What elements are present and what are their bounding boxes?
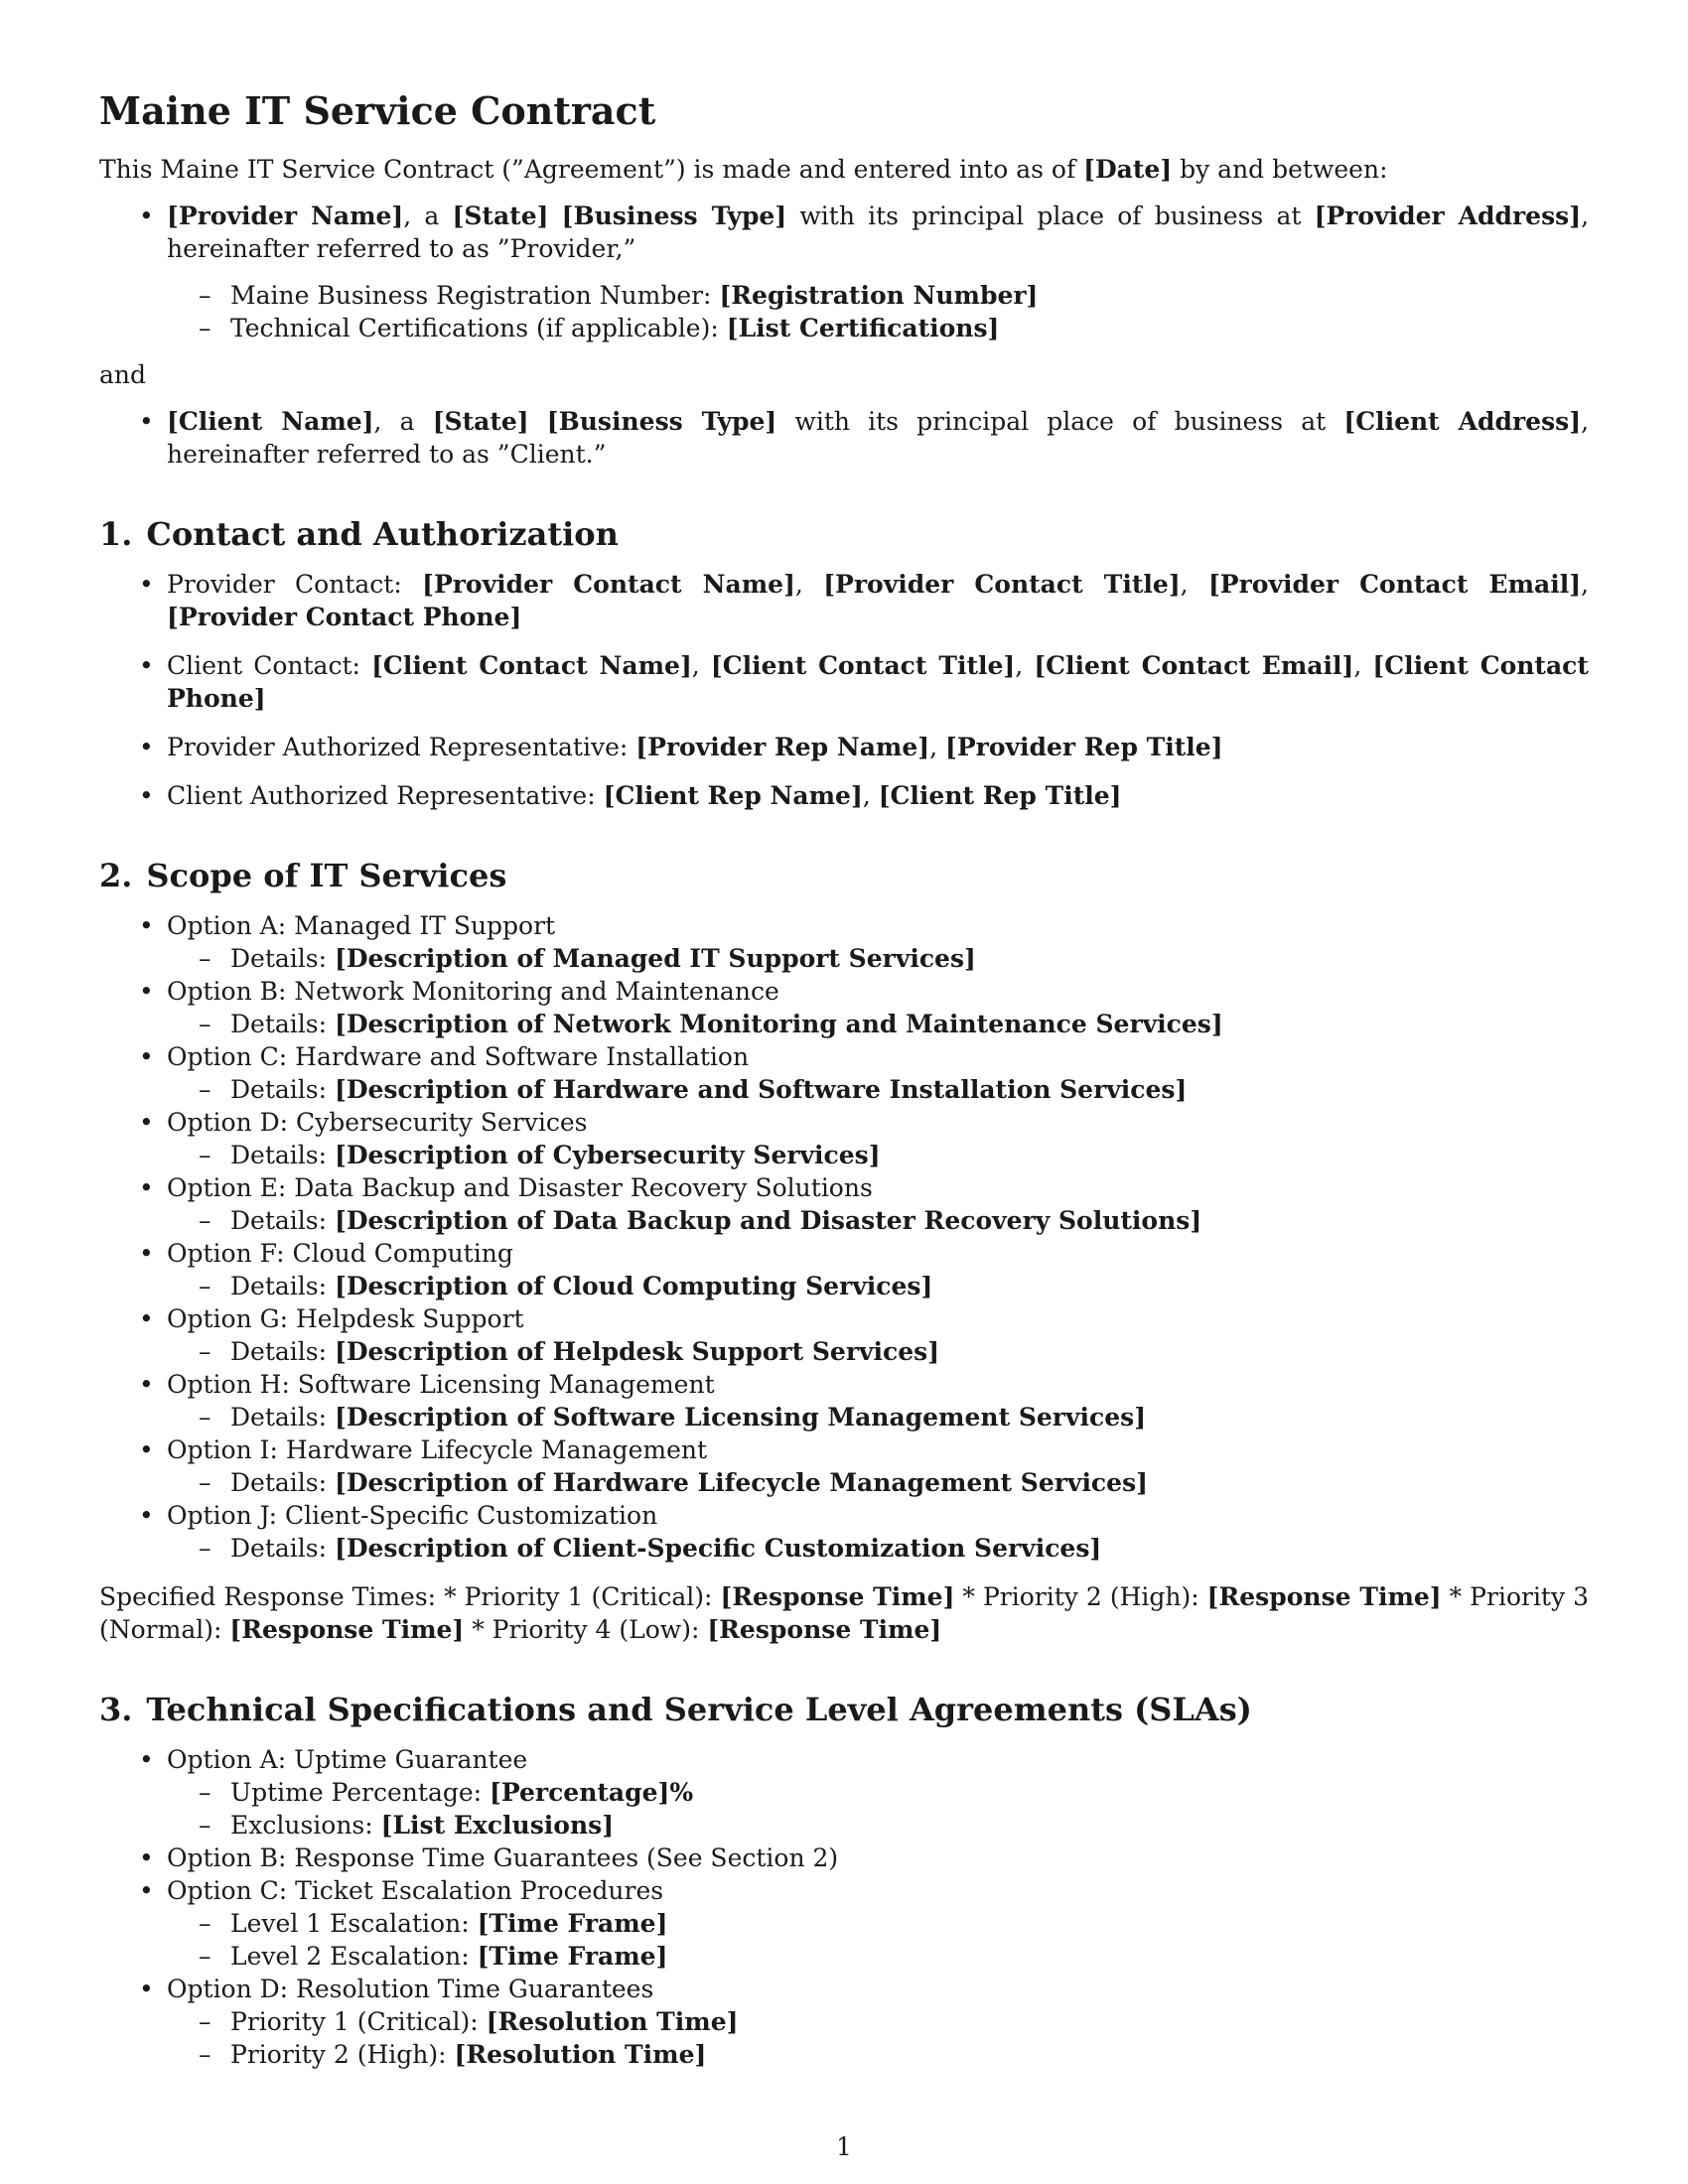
provider-rep-item: [99, 731, 1589, 763]
resolution-priority-1-item: [167, 2005, 1589, 2038]
certifications-label: Technical Certifications (if applicable):: [230, 314, 727, 342]
service-details-list: [167, 1139, 1589, 1171]
provider-contact-name: [Provider Contact Name]: [422, 570, 795, 599]
escalation-level-1-item: [167, 1907, 1589, 1940]
registration-label: Maine Business Registration Number:: [230, 281, 720, 310]
section-number: 3.: [99, 1691, 133, 1728]
intro-text: This Maine IT Service Contract (”Agreement”) is made and entered into as of: [99, 155, 1084, 184]
service-details-list: [167, 1532, 1589, 1565]
services-list: [99, 909, 1589, 1565]
service-details-item: [167, 1335, 1589, 1368]
service-option-item: [99, 975, 1589, 1040]
certifications-value: [List Certifications]: [726, 314, 1000, 342]
service-option-label: Option J: Client-Specific Customization: [167, 1501, 658, 1530]
details-value: [Description of Hardware Lifecycle Management Services]: [334, 1468, 1148, 1497]
provider-list: [99, 200, 1589, 344]
provider-contact-item: [99, 568, 1589, 633]
service-option-label: Option D: Cybersecurity Services: [167, 1108, 588, 1137]
separator: ,: [929, 733, 946, 761]
service-details-list: [167, 1008, 1589, 1040]
text-fragment: with its principal place of business at: [786, 202, 1315, 230]
provider-contact-title: [Provider Contact Title]: [823, 570, 1181, 599]
section-title: Contact and Authorization: [146, 515, 619, 553]
service-option-item: [99, 1302, 1589, 1368]
details-value: [Description of Cloud Computing Services]: [334, 1272, 933, 1300]
service-details-list: [167, 1073, 1589, 1106]
service-option-item: [99, 1237, 1589, 1302]
details-value: [Description of Managed IT Support Services]: [334, 944, 976, 973]
details-value: [Description of Data Backup and Disaster Recovery Solutions]: [334, 1206, 1202, 1235]
service-option-label: Option C: Hardware and Software Installation: [167, 1042, 750, 1071]
text-fragment: [529, 407, 547, 436]
sla-sublist: [167, 1907, 1589, 1973]
sla-option-label: Option C: Ticket Escalation Procedures: [167, 1876, 664, 1905]
details-label: Details:: [230, 1206, 335, 1235]
section-1-heading: [99, 514, 1589, 554]
text-fragment: , hereinafter referred to as ”Client.”: [167, 407, 1590, 469]
details-value: [Description of Network Monitoring and Maintenance Services]: [334, 1010, 1223, 1038]
service-details-item: [167, 1204, 1589, 1237]
escalation-value: [Time Frame]: [477, 1942, 668, 1971]
text-fragment: with its principal place of business at: [776, 407, 1344, 436]
response-priority-4-label: * Priority 4 (Low):: [464, 1615, 708, 1644]
contact-list: [99, 568, 1589, 812]
section-number: 1.: [99, 515, 133, 553]
section-title: Scope of IT Services: [146, 857, 507, 894]
client-contact-label: Client Contact:: [167, 651, 372, 680]
registration-number-item: [167, 279, 1589, 312]
provider-rep-title: [Provider Rep Title]: [945, 733, 1223, 761]
service-details-list: [167, 1401, 1589, 1433]
sla-option-a: [99, 1743, 1589, 1842]
sla-option-d: [99, 1973, 1589, 2071]
escalation-level-2-item: [167, 1940, 1589, 1973]
client-rep-name: [Client Rep Name]: [603, 781, 863, 810]
service-option-item: [99, 1171, 1589, 1237]
service-option-label: Option F: Cloud Computing: [167, 1239, 513, 1268]
client-contact-name: [Client Contact Name]: [371, 651, 692, 680]
response-priority-1-label: Specified Response Times: * Priority 1 (Critical):: [99, 1582, 721, 1611]
separator: ,: [1581, 570, 1589, 599]
details-label: Details:: [230, 1468, 335, 1497]
details-label: Details:: [230, 1337, 335, 1366]
separator: ,: [862, 781, 879, 810]
response-priority-2-label: * Priority 2 (High):: [954, 1582, 1207, 1611]
client-rep-item: [99, 779, 1589, 812]
service-option-item: [99, 1040, 1589, 1106]
exclusions-item: [167, 1809, 1589, 1842]
escalation-label: Level 1 Escalation:: [230, 1909, 478, 1938]
sla-option-label: Option B: Response Time Guarantees (See Section 2): [167, 1843, 839, 1872]
client-list: [99, 405, 1589, 471]
client-contact-item: [99, 649, 1589, 715]
exclusions-value: [List Exclusions]: [380, 1811, 615, 1840]
resolution-value: [Resolution Time]: [454, 2040, 707, 2069]
resolution-label: Priority 2 (High):: [230, 2040, 455, 2069]
uptime-value: [Percentage]%: [490, 1778, 694, 1807]
page-number: 1: [836, 2132, 852, 2161]
details-value: [Description of Helpdesk Support Services]: [334, 1337, 940, 1366]
provider-rep-label: Provider Authorized Representative:: [167, 733, 636, 761]
details-label: Details:: [230, 1272, 335, 1300]
service-details-item: [167, 1466, 1589, 1499]
document-page: [99, 87, 1589, 2071]
provider-contact-label: Provider Contact:: [167, 570, 423, 599]
text-fragment: [548, 202, 561, 230]
details-value: [Description of Hardware and Software Installation Services]: [334, 1075, 1188, 1104]
section-number: 2.: [99, 857, 133, 894]
service-details-list: [167, 1204, 1589, 1237]
separator: ,: [691, 651, 711, 680]
details-label: Details:: [230, 1010, 335, 1038]
client-rep-label: Client Authorized Representative:: [167, 781, 604, 810]
service-option-item: [99, 1106, 1589, 1171]
separator: ,: [1015, 651, 1035, 680]
uptime-item: [167, 1776, 1589, 1809]
sla-option-label: Option A: Uptime Guarantee: [167, 1745, 528, 1774]
service-option-item: [99, 1499, 1589, 1565]
provider-business-type: [Business Type]: [561, 202, 787, 230]
provider-item: [99, 200, 1589, 344]
details-value: [Description of Client-Specific Customization Services]: [334, 1534, 1102, 1563]
separator: ,: [794, 570, 824, 599]
client-rep-title: [Client Rep Title]: [878, 781, 1122, 810]
client-name: [Client Name]: [167, 407, 374, 436]
response-priority-1-value: [Response Time]: [720, 1582, 955, 1611]
certifications-item: [167, 312, 1589, 344]
response-priority-4-value: [Response Time]: [707, 1615, 942, 1644]
service-option-label: Option E: Data Backup and Disaster Recovery Solutions: [167, 1173, 873, 1202]
intro-paragraph: [99, 153, 1589, 186]
sla-option-label: Option D: Resolution Time Guarantees: [167, 1975, 654, 2003]
sla-list: [99, 1743, 1589, 2071]
provider-state: [State]: [452, 202, 549, 230]
text-fragment: , a: [373, 407, 433, 436]
provider-contact-email: [Provider Contact Email]: [1207, 570, 1582, 599]
text-fragment: , hereinafter referred to as ”Provider,”: [167, 202, 1590, 263]
details-label: Details:: [230, 944, 335, 973]
service-details-item: [167, 1073, 1589, 1106]
response-priority-3-value: [Response Time]: [229, 1615, 465, 1644]
separator: ,: [1180, 570, 1208, 599]
provider-sublist: [167, 279, 1589, 344]
service-details-item: [167, 1008, 1589, 1040]
client-item: [99, 405, 1589, 471]
intro-text-end: by and between:: [1172, 155, 1388, 184]
client-contact-title: [Client Contact Title]: [710, 651, 1016, 680]
service-details-item: [167, 942, 1589, 975]
registration-value: [Registration Number]: [719, 281, 1039, 310]
sla-sublist: [167, 1776, 1589, 1842]
and-text: and: [99, 360, 147, 389]
resolution-priority-2-item: [167, 2038, 1589, 2071]
details-label: Details:: [230, 1141, 335, 1169]
service-option-label: Option H: Software Licensing Management: [167, 1370, 715, 1399]
service-details-list: [167, 1466, 1589, 1499]
section-3-heading: [99, 1690, 1589, 1729]
sla-option-c: [99, 1874, 1589, 1973]
service-details-item: [167, 1139, 1589, 1171]
service-details-item: [167, 1532, 1589, 1565]
service-details-item: [167, 1270, 1589, 1302]
provider-rep-name: [Provider Rep Name]: [635, 733, 930, 761]
service-option-label: Option A: Managed IT Support: [167, 911, 556, 940]
resolution-label: Priority 1 (Critical):: [230, 2007, 487, 2036]
details-label: Details:: [230, 1534, 335, 1563]
response-times-paragraph: [99, 1580, 1589, 1646]
provider-contact-phone: [Provider Contact Phone]: [167, 603, 522, 631]
client-address: [Client Address]: [1343, 407, 1582, 436]
service-details-item: [167, 1401, 1589, 1433]
sla-sublist: [167, 2005, 1589, 2071]
escalation-label: Level 2 Escalation:: [230, 1942, 478, 1971]
service-option-item: [99, 1433, 1589, 1499]
response-priority-3-label: * Priority 3 (Normal):: [99, 1582, 1590, 1644]
response-priority-2-value: [Response Time]: [1206, 1582, 1442, 1611]
service-details-list: [167, 942, 1589, 975]
client-contact-email: [Client Contact Email]: [1034, 651, 1354, 680]
service-option-label: Option I: Hardware Lifecycle Management: [167, 1435, 708, 1464]
section-title: Technical Specifications and Service Level Agreements (SLAs): [146, 1691, 1252, 1728]
service-details-list: [167, 1270, 1589, 1302]
sla-option-b: [99, 1842, 1589, 1874]
service-option-item: [99, 1368, 1589, 1433]
details-value: [Description of Cybersecurity Services]: [334, 1141, 881, 1169]
client-business-type: [Business Type]: [546, 407, 777, 436]
escalation-value: [Time Frame]: [477, 1909, 668, 1938]
separator: ,: [1353, 651, 1373, 680]
uptime-label: Uptime Percentage:: [230, 1778, 491, 1807]
date-placeholder: [Date]: [1083, 155, 1173, 184]
details-label: Details:: [230, 1403, 335, 1432]
section-2-heading: [99, 856, 1589, 895]
provider-address: [Provider Address]: [1314, 202, 1582, 230]
text-fragment: , a: [403, 202, 453, 230]
details-value: [Description of Software Licensing Management Services]: [334, 1403, 1147, 1432]
service-option-label: Option G: Helpdesk Support: [167, 1304, 524, 1333]
service-details-list: [167, 1335, 1589, 1368]
client-state: [State]: [432, 407, 529, 436]
service-option-label: Option B: Network Monitoring and Maintenance: [167, 977, 779, 1006]
client-contact-phone: [Client Contact Phone]: [167, 651, 1589, 713]
exclusions-label: Exclusions:: [230, 1811, 381, 1840]
provider-name: [Provider Name]: [167, 202, 404, 230]
details-label: Details:: [230, 1075, 335, 1104]
resolution-value: [Resolution Time]: [486, 2007, 739, 2036]
document-title: Maine IT Service Contract: [99, 88, 656, 133]
service-option-item: [99, 909, 1589, 975]
